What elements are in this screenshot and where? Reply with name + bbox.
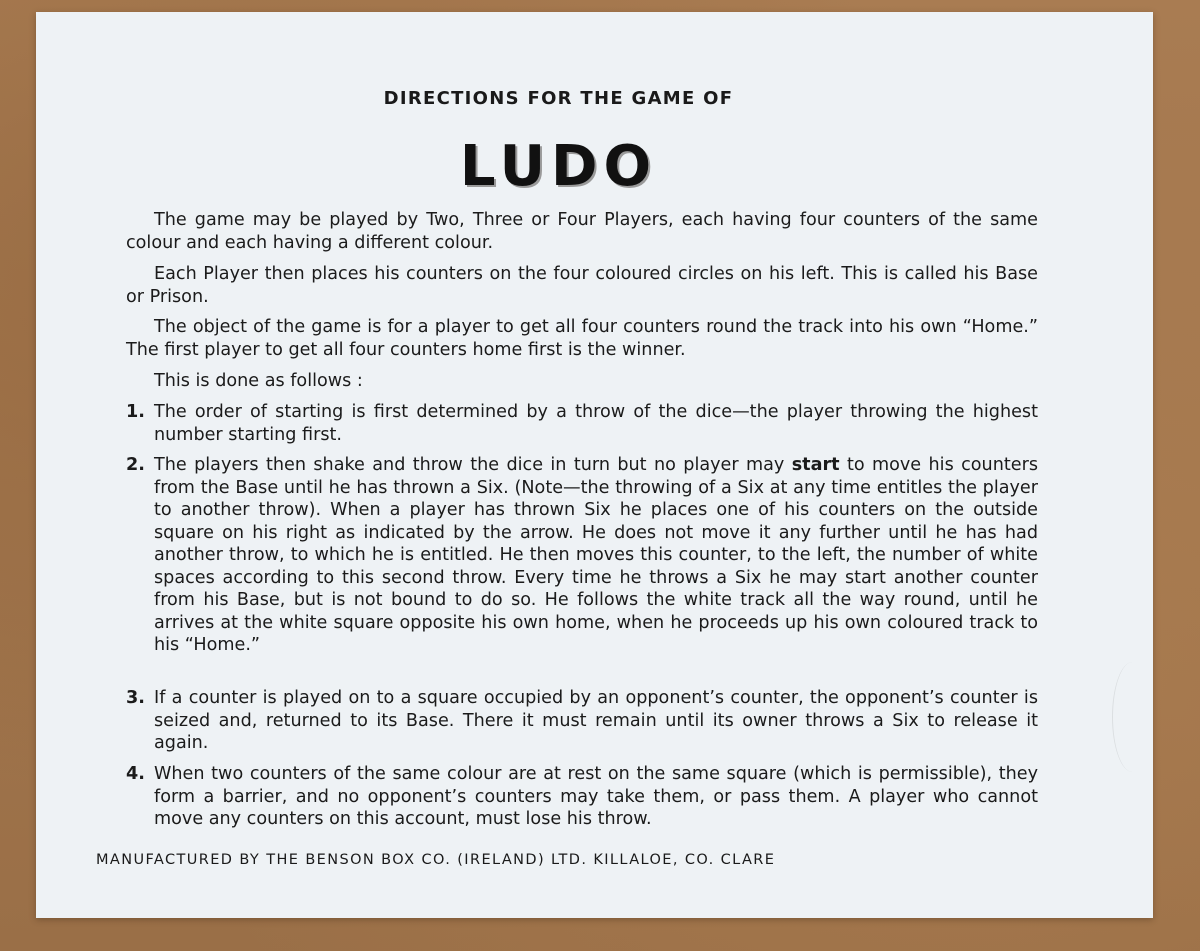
paper-crease — [1112, 662, 1153, 772]
rule-3 — [126, 687, 1038, 755]
paragraph-players: The game may be played by Two, Three or Four Players, each having four counters of the same colour and each having a different colour. — [126, 210, 1038, 253]
rule-text: The players then shake and throw the dice in turn but no player may start to move his counters from the Base until he has thrown a Six. (Note—the throwing of a Six at any time entitles the player to another throw). When a player has thrown Six he places one of his counters on the outside square on his right as indicated by the arrow. He does not move it any further until he has had another throw, to which he is entitled. He then moves this counter, to the left, the number of white spaces according to this second throw. Every time he throws a Six he may start another counter from his Base, but is not bound to do so. He follows the white track all the way round, until he arrives at the white square opposite his own home, when he proceeds up his own coloured track to his “Home.” — [154, 455, 1038, 655]
paragraph-intro: This is done as follows : — [154, 371, 363, 391]
document-title: LUDO — [459, 134, 658, 199]
rule-number: 2. — [126, 455, 145, 475]
paragraph-object: The object of the game is for a player to get all four counters round the track into his own “Home.” The first player to get all four counters home first is the winner. — [126, 317, 1038, 360]
rule-text: The order of starting is first determined by a throw of the dice—the player throwing the highest number starting first. — [154, 402, 1038, 445]
manufacturer-footer: MANUFACTURED BY THE BENSON BOX CO. (IRELAND) LTD. KILLALOE, CO. CLARE — [96, 852, 776, 868]
emphasis-start: start — [791, 455, 840, 475]
rule-number: 1. — [126, 402, 145, 422]
rule-4 — [126, 763, 1038, 831]
rule-number: 3. — [126, 688, 145, 708]
paragraph-base: Each Player then places his counters on the four coloured circles on his left. This is called his Base or Prison. — [126, 264, 1038, 307]
rule-1 — [126, 401, 1038, 446]
rule-number: 4. — [126, 764, 145, 784]
rule-text: If a counter is played on to a square occupied by an opponent’s counter, the opponent’s counter is seized and, returned to its Base. There it must remain until its owner throws a Six to release it again. — [154, 688, 1038, 753]
instruction-sheet — [36, 12, 1153, 918]
rule-2 — [126, 454, 1038, 657]
document-heading: DIRECTIONS FOR THE GAME OF — [383, 88, 734, 109]
rule-text: When two counters of the same colour are at rest on the same square (which is permissible), they form a barrier, and no opponent’s counters may take them, or pass them. A player who cannot move any counters on this account, must lose his throw. — [154, 764, 1038, 829]
